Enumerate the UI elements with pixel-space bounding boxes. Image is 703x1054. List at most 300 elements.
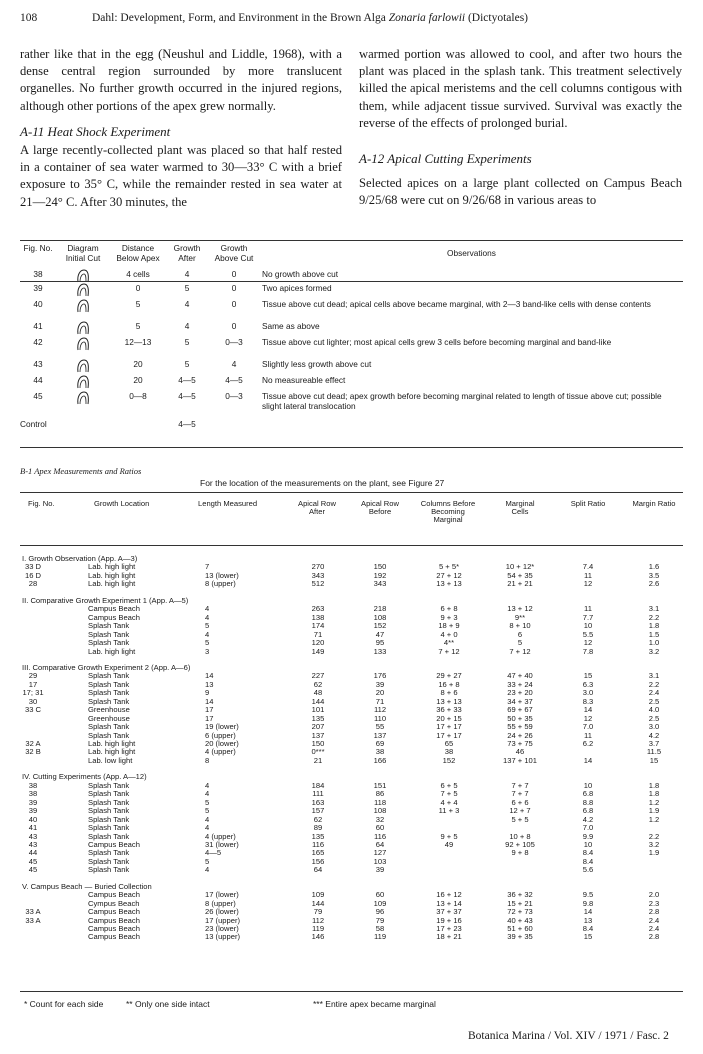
table2-cell-location: Lab. high light — [88, 739, 136, 748]
table2-cell-length: 4 — [205, 604, 210, 614]
table2-cell-fig: 16 D — [24, 570, 42, 580]
table2-cell-marginal: 33 + 24 — [507, 679, 533, 689]
table1-header-row — [20, 244, 683, 263]
table2-cell-apical-after: 207 — [311, 722, 325, 732]
table2-cell-length: 4 — [205, 865, 210, 875]
table2-cell-apical-before: 150 — [373, 562, 387, 572]
table1-header-fig: Fig. No. — [23, 243, 53, 253]
table1-cell-observations: Tissue above cut lighter; most apical cells grew 3 cells before becoming marginal and band-like — [262, 337, 612, 347]
table2-cell-marginal: 9** — [514, 612, 526, 622]
table2-cell-apical-after: 64 — [313, 865, 323, 875]
table1-cell-distance: 20 — [133, 359, 143, 369]
table2-cell-apical-before: 55 — [375, 722, 385, 732]
table1-top-rule — [20, 240, 683, 241]
table2-cell-margin: 3.2 — [648, 839, 660, 849]
table2-cell-location: Greenhouse — [88, 713, 130, 723]
table2-cell-length: 8 (upper) — [205, 898, 236, 908]
table2-cell-columns: 7 + 12 — [438, 646, 460, 656]
table1-row — [20, 375, 683, 391]
table2-header-columns: Columns Before Becoming Marginal — [420, 499, 476, 525]
table2-cell-marginal: 73 + 75 — [507, 739, 533, 748]
table2-cell-marginal: 92 + 105 — [505, 839, 535, 849]
page-number: 108 — [20, 12, 38, 24]
table2-cell-marginal: 23 + 20 — [507, 688, 533, 698]
table2-cell-split: 11 — [584, 604, 592, 614]
table2-cell-margin: 1.8 — [648, 621, 660, 631]
table2-cell-location: Campus Beach — [88, 604, 140, 614]
table2-cell-split: 7.0 — [582, 722, 594, 732]
table2-cell-location: Splash Tank — [88, 848, 130, 858]
table2-cell-length: 8 (upper) — [205, 579, 236, 589]
table1-cell-growth-after: 4 — [184, 299, 190, 309]
table2-cell-marginal: 51 + 60 — [507, 924, 533, 933]
table2-cell-split: 8.4 — [582, 856, 594, 866]
table2-cell-split: 5.5 — [582, 629, 594, 639]
table2-cell-length: 5 — [205, 856, 210, 866]
table2-cell-margin: 1.8 — [648, 780, 660, 790]
table1-cell-growth-above: 4—5 — [225, 375, 243, 385]
table2-cell-split: 5.6 — [582, 865, 594, 875]
table2-cell-fig: 41 — [28, 823, 38, 833]
table2-cell-margin: 2.4 — [648, 924, 660, 933]
table2-cell-split: 12 — [583, 579, 593, 589]
table2-cell-apical-before: 137 — [373, 730, 387, 740]
table2-cell-length: 17 — [205, 713, 214, 723]
table2-cell-marginal: 9 + 8 — [511, 848, 529, 858]
table2-cell-apical-before: 119 — [373, 932, 387, 942]
table2-cell-location: Splash Tank — [88, 831, 130, 841]
table2-cell-split: 9.9 — [582, 831, 594, 841]
table2-cell-margin: 3.1 — [648, 604, 660, 614]
table1-cell-fig: 41 — [33, 321, 43, 331]
table2-header-apical-before: Apical Row Before — [361, 499, 399, 517]
table2-cell-location: Campus Beach — [88, 612, 140, 622]
table2-cell-split: 6.8 — [582, 806, 594, 816]
table2-cell-apical-after: 144 — [311, 696, 325, 706]
table2-cell-length: 4 — [205, 612, 210, 622]
table1-cell-diagram — [56, 359, 110, 375]
section-title-text: IV. Cutting Experiments (App. A—12) — [22, 772, 147, 782]
table2-cell-columns: 13 + 13 — [436, 579, 462, 589]
left-paragraph-1: rather like that in the egg (Neushul and Liddle, 1968), with a dense central region surrounded by more translucent organelles. No further growth occurred in the injured regions, although other portions of the apex grew normally. — [20, 47, 342, 113]
table2-cell-columns: 8 + 6 — [440, 688, 458, 698]
table2-cell-margin: 4.2 — [648, 730, 660, 740]
table2-cell-margin: 2.8 — [648, 907, 660, 917]
table2-cell-location: Campus Beach — [88, 839, 140, 849]
table2-cell-split: 8.8 — [582, 797, 594, 807]
table2-cell-margin: 3.5 — [648, 570, 660, 580]
table2-cell-margin: 2.2 — [648, 679, 660, 689]
table2-cell-length: 4—5 — [205, 848, 222, 858]
table2-cell-location: Campus Beach — [88, 915, 140, 925]
table1-cell-fig: 40 — [33, 299, 43, 309]
table2-header-marginal: Marginal Cells — [505, 499, 535, 517]
table2-cell-fig: 44 — [28, 848, 38, 858]
table2-cell-length: 5 — [205, 797, 210, 807]
table2-cell-apical-after: 62 — [313, 814, 323, 824]
table2-cell-apical-before: 47 — [375, 629, 385, 639]
table2-header-split: Split Ratio — [570, 499, 606, 508]
table2-cell-length: 4 — [205, 629, 210, 639]
table2-cell-marginal: 36 + 32 — [507, 890, 533, 900]
table2-cell-split: 4.2 — [582, 814, 594, 824]
table2-cell-location: Splash Tank — [88, 671, 130, 681]
table2-cell-marginal: 7 + 7 — [511, 789, 529, 799]
table2-cell-apical-before: 60 — [375, 823, 385, 833]
table2-cell-columns: 9 + 5 — [440, 831, 458, 841]
footnote-2: ** Only one side intact — [126, 999, 210, 1009]
table2-cell-apical-before: 127 — [373, 848, 387, 858]
table2-cell-fig: 43 — [28, 831, 38, 841]
footnote-1: * Count for each side — [24, 999, 104, 1009]
table2-cell-marginal: 15 + 21 — [507, 898, 533, 908]
table2-cell-fig: 38 — [28, 780, 38, 790]
table2-cell-location: Greenhouse — [88, 705, 130, 715]
table2-cell-apical-after: 21 — [313, 755, 323, 765]
table2-cell-split: 13 — [583, 915, 593, 925]
table2-cell-location: Lab. low light — [88, 755, 133, 765]
table2-cell-columns: 11 + 3 — [438, 806, 460, 816]
apex-cut-diagram-icon — [74, 375, 92, 389]
table2-cell-location: Splash Tank — [88, 865, 130, 875]
table2-cell-apical-after: 163 — [311, 797, 325, 807]
table2-cell-location: Splash Tank — [88, 629, 130, 639]
table2-cell-location: Lab. high light — [88, 579, 136, 589]
table2-cell-marginal: 5 + 5 — [511, 814, 529, 824]
table2-cell-apical-after: 101 — [311, 705, 325, 715]
table2-cell-fig: 28 — [28, 579, 38, 589]
running-title-text: Dahl: Development, Form, and Environment in the Brown Alga — [92, 12, 389, 24]
table2-cell-apical-before: 192 — [373, 570, 387, 580]
table2-cell-split: 8.4 — [582, 848, 594, 858]
table1-cell-distance: 5 — [135, 299, 141, 309]
table2-cell-split: 9.8 — [582, 898, 594, 908]
table2-title: B-1 Apex Measurements and Ratios — [20, 466, 142, 476]
table1-cell-empty — [56, 419, 110, 429]
table2-cell-fig: 39 — [28, 806, 38, 816]
table2-cell-length: 4 (upper) — [205, 831, 236, 841]
right-paragraph-1: warmed portion was allowed to cool, and after two hours the plant was placed in the splash tank. This treatment selectively killed the apical meristems and the cell columns contigous with them, while adjacent tissue survived. Survival was exactly the reverse of the effects of prolonged burial. — [359, 47, 682, 130]
table2-cell-split: 10 — [583, 839, 593, 849]
table1-cell-diagram — [56, 337, 110, 359]
table2-cell-split: 12 — [583, 713, 593, 723]
table2-cell-apical-after: 111 — [312, 789, 324, 799]
table1-grid — [20, 244, 683, 429]
table2-row — [0, 866, 703, 875]
table2-cell-marginal: 12 + 7 — [509, 806, 531, 816]
table2-cell-location: Campus Beach — [88, 890, 140, 900]
table2-cell-length: 4 — [205, 780, 210, 790]
table2-cell-split: 11 — [584, 730, 592, 740]
table2-cell-marginal: 21 + 21 — [507, 579, 533, 589]
table2-cell-apical-before: 95 — [375, 638, 385, 648]
table2-cell-location: Campus Beach — [88, 924, 140, 933]
table2-cell-split: 7.4 — [582, 562, 594, 572]
table1-cell-observations: No measureable effect — [262, 375, 346, 385]
table2-cell-apical-before: 69 — [375, 739, 385, 748]
table2-cell-fig: 38 — [28, 789, 38, 799]
table2-cell-apical-before: 38 — [375, 747, 385, 757]
section-title-text: V. Campus Beach — Buried Collection — [22, 881, 152, 891]
table2-cell-apical-before: 166 — [373, 755, 387, 765]
table2-cell-margin: 1.2 — [648, 797, 660, 807]
table2-cell-apical-before: 118 — [373, 797, 387, 807]
table1-cell-empty — [208, 419, 260, 429]
apex-cut-diagram-icon — [74, 299, 92, 313]
table2-cell-columns: 27 + 12 — [436, 570, 462, 580]
table1-cell-diagram — [56, 299, 110, 321]
table2-cell-length: 4 — [205, 814, 210, 824]
table2-cell-length: 31 (lower) — [205, 839, 239, 849]
table2-cell-margin: 2.0 — [648, 890, 660, 900]
table2-cell-location: Splash Tank — [88, 814, 130, 824]
table2-bottom-rule — [20, 991, 683, 992]
table2-cell-fig: 32 B — [25, 747, 41, 757]
table2-cell-location: Splash Tank — [88, 696, 130, 706]
section-heading-a12: A-12 Apical Cutting Experiments — [359, 151, 532, 167]
table2-cell-length: 17 (lower) — [205, 890, 239, 900]
table2-cell-fig: 45 — [28, 856, 38, 866]
table2-cell-columns: 4** — [443, 638, 455, 648]
table2-cell-apical-before: 64 — [375, 839, 385, 849]
table2-cell-location: Lab. high light — [88, 646, 136, 656]
table2-cell-apical-before: 112 — [373, 705, 387, 715]
table2-cell-marginal: 6 — [517, 629, 523, 639]
table1-header-diagram: Diagram Initial Cut — [65, 243, 101, 263]
table2-cell-length: 14 — [205, 671, 214, 681]
table1-cell-growth-after: 4—5 — [178, 391, 196, 401]
table1-header-observations: Observations — [447, 247, 496, 258]
table1-cell-observations: Two apices formed — [262, 283, 332, 293]
table2-cell-split: 14 — [583, 705, 593, 715]
table2-cell-apical-after: 135 — [311, 831, 325, 841]
table1-cell-growth-after: 4 — [184, 269, 190, 279]
table2-cell-length: 23 (lower) — [205, 924, 239, 933]
table2-cell-margin: 3.2 — [648, 646, 660, 656]
table1-cell-observations: No growth above cut — [262, 269, 339, 279]
table2-cell-columns: 13 + 13 — [436, 696, 462, 706]
table2-cell-columns: 13 + 14 — [436, 898, 462, 908]
table2-cell-fig: 40 — [28, 814, 38, 824]
table2-cell-location: Splash Tank — [88, 730, 130, 740]
right-column — [359, 46, 682, 210]
table2-cell-columns: 38 — [444, 747, 454, 757]
table2-cell-apical-after: 112 — [311, 915, 325, 925]
table1-cell-empty — [260, 419, 683, 429]
table2-cell-apical-after: 0*** — [311, 747, 325, 757]
table2-cell-apical-after: 343 — [311, 570, 325, 580]
table1-row — [20, 391, 683, 419]
apex-cut-diagram-icon — [74, 391, 92, 405]
table2-cell-apical-after: 144 — [311, 898, 325, 908]
table2-cell-apical-after: 135 — [311, 713, 325, 723]
table2-cell-length: 8 — [205, 755, 210, 765]
table2-cell-apical-after: 150 — [311, 739, 325, 748]
table2-cell-location: Lab. high light — [88, 747, 136, 757]
table2-cell-apical-after: 184 — [311, 780, 325, 790]
table1-cell-fig: 44 — [33, 375, 43, 385]
table2-cell-margin: 2.8 — [648, 932, 660, 942]
table2-header-apical-after: Apical Row After — [298, 499, 336, 517]
table2-row — [0, 648, 703, 657]
table1-cell-observations: Slightly less growth above cut — [262, 359, 372, 369]
table2-cell-fig: 33 A — [25, 915, 41, 925]
table1-cell-distance: 5 — [135, 321, 141, 331]
table1-cell-growth-after: 4 — [184, 321, 190, 331]
table2-cell-apical-before: 343 — [373, 579, 387, 589]
table2-cell-fig: 29 — [28, 671, 38, 681]
table2-cell-marginal: 10 + 12* — [505, 562, 535, 572]
table2-cell-location: Splash Tank — [88, 638, 130, 648]
table2-cell-length: 13 — [205, 679, 214, 689]
table1-cell-growth-above: 0—3 — [225, 337, 243, 347]
table2-cell-location: Splash Tank — [88, 806, 130, 816]
table1-cell-diagram — [56, 375, 110, 391]
table2-cell-apical-before: 20 — [375, 688, 385, 698]
table2-cell-split: 6.8 — [582, 789, 594, 799]
table2-cell-columns: 65 — [444, 739, 454, 748]
table2-cell-length: 26 (lower) — [205, 907, 239, 917]
table2-cell-columns: 6 + 5 — [440, 780, 458, 790]
table1-row — [20, 299, 683, 321]
table2-cell-apical-after: 62 — [313, 679, 323, 689]
table2-cell-marginal: 69 + 67 — [507, 705, 533, 715]
table2-body — [0, 555, 703, 995]
table2-cell-apical-after: 119 — [311, 924, 325, 933]
table2-header-length: Length Measured — [198, 499, 258, 508]
table1-row — [20, 263, 683, 283]
table2-cell-location: Splash Tank — [88, 688, 130, 698]
table2-cell-marginal: 137 + 101 — [503, 755, 537, 765]
table2-subtitle: For the location of the measurements on the plant, see Figure 27 — [200, 478, 445, 488]
table2-cell-margin: 4.0 — [648, 705, 660, 715]
table1 — [20, 244, 683, 429]
table1-cell-growth-above: 0—3 — [225, 391, 243, 401]
table2-cell-columns: 37 + 37 — [436, 907, 462, 917]
table2-cell-margin: 1.2 — [648, 814, 660, 824]
table2-cell-marginal: 6 + 6 — [511, 797, 529, 807]
table2-cell-location: Lab. high light — [88, 562, 136, 572]
table2-cell-marginal: 39 + 35 — [507, 932, 533, 942]
table2-row — [0, 757, 703, 766]
table1-cell-fig: 43 — [33, 359, 43, 369]
table2-cell-fig: 45 — [28, 865, 38, 875]
table2-cell-length: 4 — [205, 789, 210, 799]
table2-cell-apical-after: 227 — [311, 671, 325, 681]
table2-cell-apical-after: 165 — [311, 848, 325, 858]
table2-cell-columns: 6 + 8 — [440, 604, 458, 614]
right-paragraph-2: Selected apices on a large plant collected on Campus Beach 9/25/68 were cut on 9/26/68 in various areas to — [359, 176, 682, 208]
table2-cell-columns: 16 + 12 — [436, 890, 462, 900]
table2-cell-marginal: 13 + 12 — [507, 604, 533, 614]
table2-cell-fig: 32 A — [25, 739, 41, 748]
table2-cell-length: 5 — [205, 621, 210, 631]
table2-cell-apical-before: 86 — [375, 789, 385, 799]
table2-cell-columns: 152 — [442, 755, 456, 765]
table2-cell-margin: 2.4 — [648, 688, 660, 698]
table2-cell-margin: 1.8 — [648, 789, 660, 799]
table2-cell-length: 9 — [205, 688, 210, 698]
table2-cell-columns: 17 + 17 — [436, 722, 462, 732]
table2-cell-marginal: 24 + 26 — [507, 730, 533, 740]
table2-cell-location: Splash Tank — [88, 621, 130, 631]
table2-cell-fig: 39 — [28, 797, 38, 807]
table2-cell-apical-after: 71 — [313, 629, 323, 639]
table2-row — [0, 580, 703, 589]
table1-row — [20, 337, 683, 359]
table1-cell-growth-above: 0 — [231, 321, 237, 331]
table2-cell-columns: 4 + 4 — [440, 797, 458, 807]
table1-control-row — [20, 419, 683, 429]
table2-cell-split: 15 — [583, 671, 593, 681]
table2-cell-fig: 17; 31 — [22, 688, 44, 698]
section-title-text: III. Comparative Growth Experiment 2 (App. A—6) — [22, 662, 191, 672]
table2-cell-marginal: 54 + 35 — [507, 570, 533, 580]
table2-cell-fig: 17 — [28, 679, 38, 689]
table2-cell-apical-before: 218 — [373, 604, 387, 614]
table2-cell-apical-before: 109 — [373, 898, 387, 908]
table1-cell-observations: Same as above — [262, 321, 320, 331]
footnote-3: *** Entire apex became marginal — [313, 999, 436, 1009]
table2-cell-location: Splash Tank — [88, 722, 130, 732]
table2-cell-apical-before: 60 — [375, 890, 385, 900]
table2-cell-split: 14 — [583, 907, 593, 917]
table2-cell-split: 9.5 — [582, 890, 594, 900]
table2-cell-margin: 1.5 — [648, 629, 660, 639]
table2-cell-location: Splash Tank — [88, 856, 130, 866]
table2-cell-length: 3 — [205, 646, 210, 656]
table1-cell-diagram — [56, 391, 110, 419]
table2-cell-columns: 17 + 23 — [436, 924, 462, 933]
table2-cell-length: 17 (upper) — [205, 915, 241, 925]
table2-cell-apical-before: 151 — [373, 780, 387, 790]
table2-cell-marginal: 8 + 10 — [509, 621, 531, 631]
table2-cell-columns: 9 + 3 — [440, 612, 458, 622]
table1-cell-growth-after: 5 — [184, 283, 190, 293]
table2-cell-fig: 33 D — [24, 562, 42, 572]
table2-cell-columns: 5 + 5* — [438, 562, 460, 572]
apex-cut-diagram-icon — [74, 283, 92, 297]
table2-cell-apical-before: 39 — [375, 679, 385, 689]
table1-cell-distance: 20 — [133, 375, 143, 385]
table1-control-label: Control — [20, 419, 47, 429]
table2-cell-length: 17 — [205, 705, 214, 715]
table1-cell-growth-above: 0 — [231, 283, 237, 293]
table2-cell-columns: 20 + 15 — [436, 713, 462, 723]
table2-cell-length: 13 (lower) — [205, 570, 239, 580]
table2-cell-apical-after: 48 — [313, 688, 323, 698]
table2-cell-margin: 2.4 — [648, 915, 660, 925]
table1-cell-distance: 12—13 — [124, 337, 152, 347]
table1-cell-distance: 0—8 — [129, 391, 147, 401]
table1-body — [20, 263, 683, 429]
table2-cell-location: Campus Beach — [88, 932, 140, 942]
table2-cell-length: 5 — [205, 638, 210, 648]
table1-cell-growth-above: 0 — [231, 299, 237, 309]
table2-cell-length: 14 — [205, 696, 214, 706]
table2-cell-marginal: 72 + 73 — [507, 907, 533, 917]
apex-cut-diagram-icon — [74, 321, 92, 335]
table2-cell-marginal: 46 — [515, 747, 525, 757]
running-title-tail: (Dictyotales) — [465, 12, 529, 24]
table2-cell-apical-before: 58 — [375, 924, 385, 933]
left-column — [20, 46, 342, 211]
table2-cell-apical-before: 116 — [373, 831, 387, 841]
table2-header-margin: Margin Ratio — [632, 499, 676, 508]
table2-cell-columns: 18 + 9 — [438, 621, 460, 631]
table2-cell-columns: 36 + 33 — [436, 705, 462, 715]
table2-header-location: Growth Location — [94, 499, 150, 508]
